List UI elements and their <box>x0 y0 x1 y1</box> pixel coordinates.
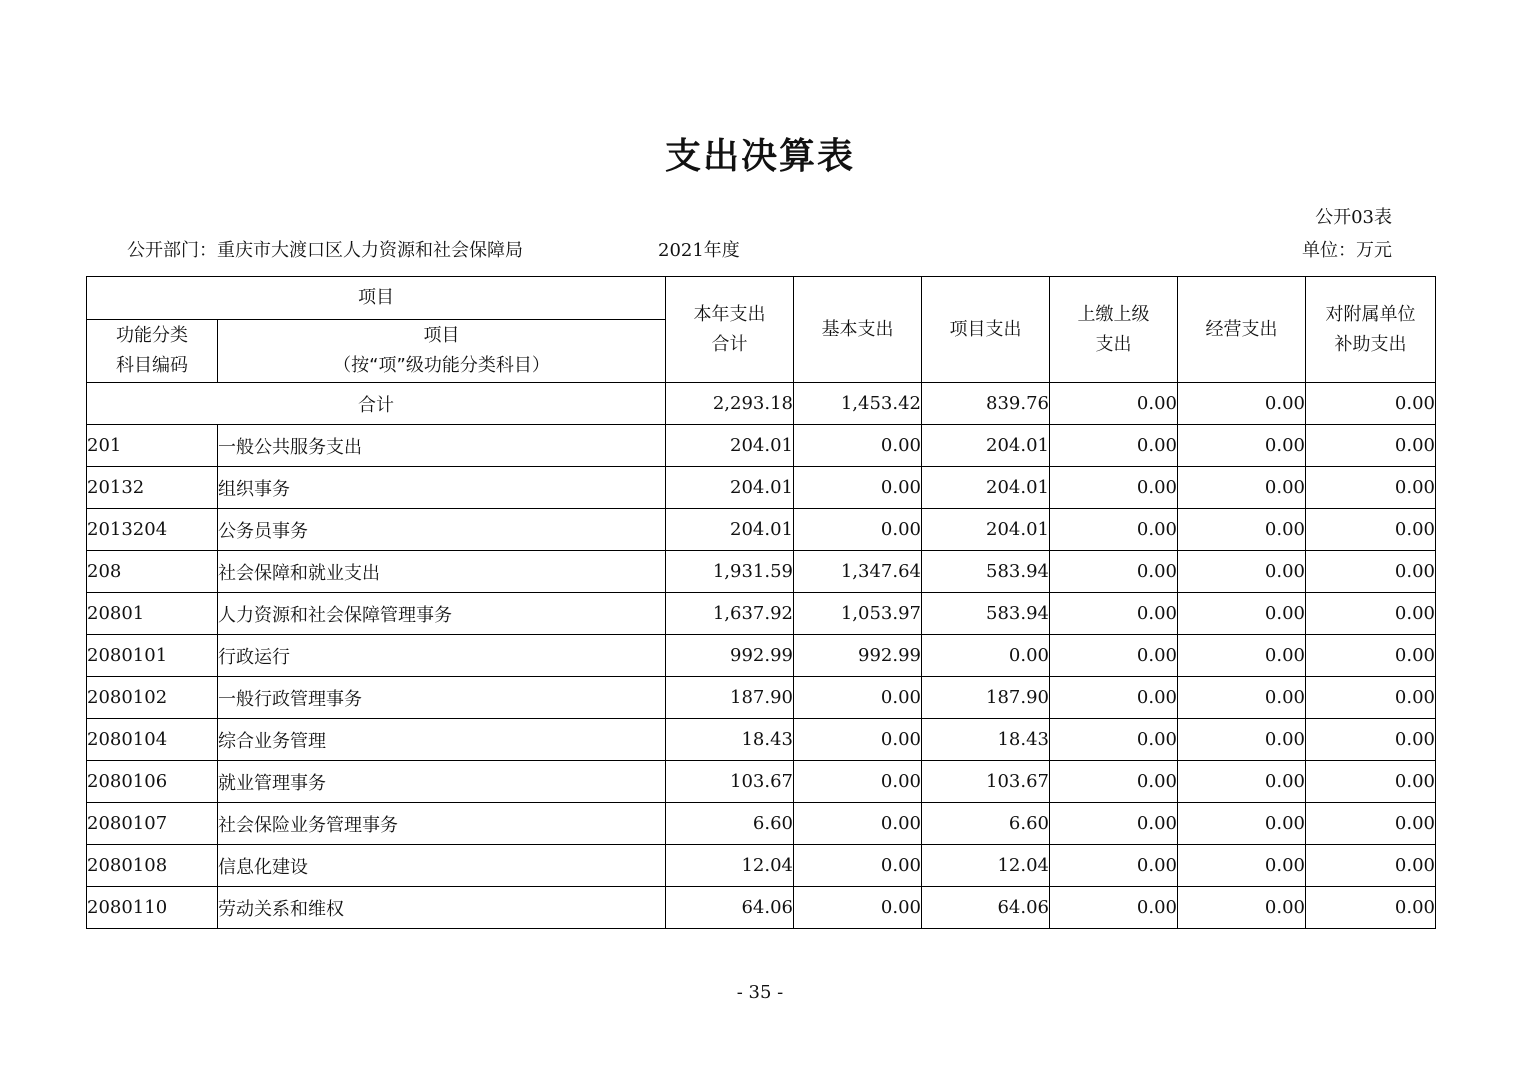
row-value: 0.00 <box>794 803 922 845</box>
total-value: 0.00 <box>1306 383 1436 425</box>
table-row <box>87 635 1436 677</box>
table-row <box>87 845 1436 887</box>
header-project-group: 项目 <box>87 277 666 320</box>
table-row <box>87 761 1436 803</box>
row-code: 2013204 <box>87 509 218 551</box>
row-name: 一般公共服务支出 <box>218 425 666 467</box>
table-row <box>87 425 1436 467</box>
row-name: 公务员事务 <box>218 509 666 551</box>
table-body <box>87 383 1436 929</box>
row-value: 1,931.59 <box>666 551 794 593</box>
row-value: 0.00 <box>1306 845 1436 887</box>
row-name: 人力资源和社会保障管理事务 <box>218 593 666 635</box>
row-value: 0.00 <box>1306 593 1436 635</box>
row-value: 0.00 <box>1050 509 1178 551</box>
row-value: 0.00 <box>1050 677 1178 719</box>
table-row <box>87 593 1436 635</box>
row-value: 0.00 <box>1306 677 1436 719</box>
row-value: 0.00 <box>1306 635 1436 677</box>
row-code: 201 <box>87 425 218 467</box>
row-value: 0.00 <box>1050 425 1178 467</box>
header-code: 功能分类 科目编码 <box>87 320 218 383</box>
row-value: 0.00 <box>1178 425 1306 467</box>
header-name: 项目 （按“项”级功能分类科目） <box>218 320 666 383</box>
row-code: 2080110 <box>87 887 218 929</box>
row-name: 劳动关系和维权 <box>218 887 666 929</box>
row-value: 0.00 <box>794 761 922 803</box>
row-code: 2080102 <box>87 677 218 719</box>
row-value: 0.00 <box>1306 467 1436 509</box>
row-name: 一般行政管理事务 <box>218 677 666 719</box>
row-value: 12.04 <box>666 845 794 887</box>
row-value: 992.99 <box>666 635 794 677</box>
row-value: 18.43 <box>922 719 1050 761</box>
form-number: 公开03表 <box>1315 207 1392 228</box>
row-code: 2080107 <box>87 803 218 845</box>
row-value: 0.00 <box>922 635 1050 677</box>
table-row <box>87 551 1436 593</box>
row-value: 103.67 <box>666 761 794 803</box>
row-value: 0.00 <box>1178 761 1306 803</box>
row-value: 0.00 <box>1178 509 1306 551</box>
row-value: 0.00 <box>794 845 922 887</box>
row-name: 行政运行 <box>218 635 666 677</box>
header-subsidy: 对附属单位 补助支出 <box>1306 277 1436 383</box>
row-code: 2080108 <box>87 845 218 887</box>
row-name: 就业管理事务 <box>218 761 666 803</box>
table-row <box>87 803 1436 845</box>
total-value: 2,293.18 <box>666 383 794 425</box>
row-value: 0.00 <box>1306 887 1436 929</box>
department-label: 公开部门：重庆市大渡口区人力资源和社会保障局 <box>127 240 523 261</box>
row-value: 583.94 <box>922 551 1050 593</box>
row-value: 1,637.92 <box>666 593 794 635</box>
row-value: 0.00 <box>794 425 922 467</box>
fiscal-year: 2021年度 <box>658 240 740 261</box>
table-row <box>87 677 1436 719</box>
row-value: 0.00 <box>1050 845 1178 887</box>
expense-table <box>86 276 1436 929</box>
row-name: 社会保障和就业支出 <box>218 551 666 593</box>
row-value: 0.00 <box>1050 719 1178 761</box>
row-value: 0.00 <box>1178 593 1306 635</box>
header-remit: 上缴上级 支出 <box>1050 277 1178 383</box>
row-value: 0.00 <box>1050 551 1178 593</box>
row-value: 0.00 <box>1178 803 1306 845</box>
row-value: 64.06 <box>666 887 794 929</box>
row-value: 1,053.97 <box>794 593 922 635</box>
header-total: 本年支出 合计 <box>666 277 794 383</box>
row-value: 0.00 <box>794 719 922 761</box>
row-value: 0.00 <box>1306 803 1436 845</box>
row-value: 0.00 <box>1178 845 1306 887</box>
row-value: 0.00 <box>1306 551 1436 593</box>
row-value: 992.99 <box>794 635 922 677</box>
row-value: 0.00 <box>1306 425 1436 467</box>
row-value: 0.00 <box>1050 761 1178 803</box>
row-value: 103.67 <box>922 761 1050 803</box>
row-code: 2080104 <box>87 719 218 761</box>
row-value: 0.00 <box>794 467 922 509</box>
table-row <box>87 467 1436 509</box>
row-value: 204.01 <box>922 425 1050 467</box>
row-value: 0.00 <box>1306 719 1436 761</box>
row-value: 204.01 <box>666 425 794 467</box>
row-code: 20801 <box>87 593 218 635</box>
row-code: 20132 <box>87 467 218 509</box>
header-project: 项目支出 <box>922 277 1050 383</box>
row-value: 0.00 <box>1050 467 1178 509</box>
row-value: 187.90 <box>666 677 794 719</box>
row-value: 0.00 <box>794 887 922 929</box>
page-number: - 35 - <box>736 982 784 1003</box>
row-value: 1,347.64 <box>794 551 922 593</box>
row-value: 0.00 <box>1178 677 1306 719</box>
row-value: 0.00 <box>1178 467 1306 509</box>
row-name: 社会保险业务管理事务 <box>218 803 666 845</box>
row-value: 187.90 <box>922 677 1050 719</box>
row-name: 综合业务管理 <box>218 719 666 761</box>
row-code: 208 <box>87 551 218 593</box>
row-value: 0.00 <box>1050 593 1178 635</box>
row-value: 0.00 <box>794 677 922 719</box>
table-row <box>87 719 1436 761</box>
row-value: 204.01 <box>666 509 794 551</box>
header-operating: 经营支出 <box>1178 277 1306 383</box>
row-name: 信息化建设 <box>218 845 666 887</box>
row-value: 0.00 <box>1050 887 1178 929</box>
row-code: 2080106 <box>87 761 218 803</box>
total-value: 1,453.42 <box>794 383 922 425</box>
row-value: 0.00 <box>1306 761 1436 803</box>
row-value: 0.00 <box>1050 635 1178 677</box>
row-value: 0.00 <box>1178 887 1306 929</box>
row-value: 0.00 <box>1178 551 1306 593</box>
row-value: 6.60 <box>922 803 1050 845</box>
page-title: 支出决算表 <box>664 136 855 177</box>
header-basic: 基本支出 <box>794 277 922 383</box>
row-value: 0.00 <box>1178 635 1306 677</box>
row-value: 6.60 <box>666 803 794 845</box>
row-value: 0.00 <box>1306 509 1436 551</box>
row-name: 组织事务 <box>218 467 666 509</box>
total-value: 839.76 <box>922 383 1050 425</box>
row-value: 64.06 <box>922 887 1050 929</box>
total-value: 0.00 <box>1178 383 1306 425</box>
row-code: 2080101 <box>87 635 218 677</box>
row-value: 583.94 <box>922 593 1050 635</box>
table-row <box>87 887 1436 929</box>
row-value: 204.01 <box>922 509 1050 551</box>
total-value: 0.00 <box>1050 383 1178 425</box>
row-value: 18.43 <box>666 719 794 761</box>
row-value: 0.00 <box>794 509 922 551</box>
row-value: 204.01 <box>922 467 1050 509</box>
total-label: 合计 <box>87 383 666 425</box>
total-row <box>87 383 1436 425</box>
unit-label: 单位：万元 <box>1302 240 1392 261</box>
row-value: 12.04 <box>922 845 1050 887</box>
row-value: 204.01 <box>666 467 794 509</box>
row-value: 0.00 <box>1178 719 1306 761</box>
row-value: 0.00 <box>1050 803 1178 845</box>
table-row <box>87 509 1436 551</box>
